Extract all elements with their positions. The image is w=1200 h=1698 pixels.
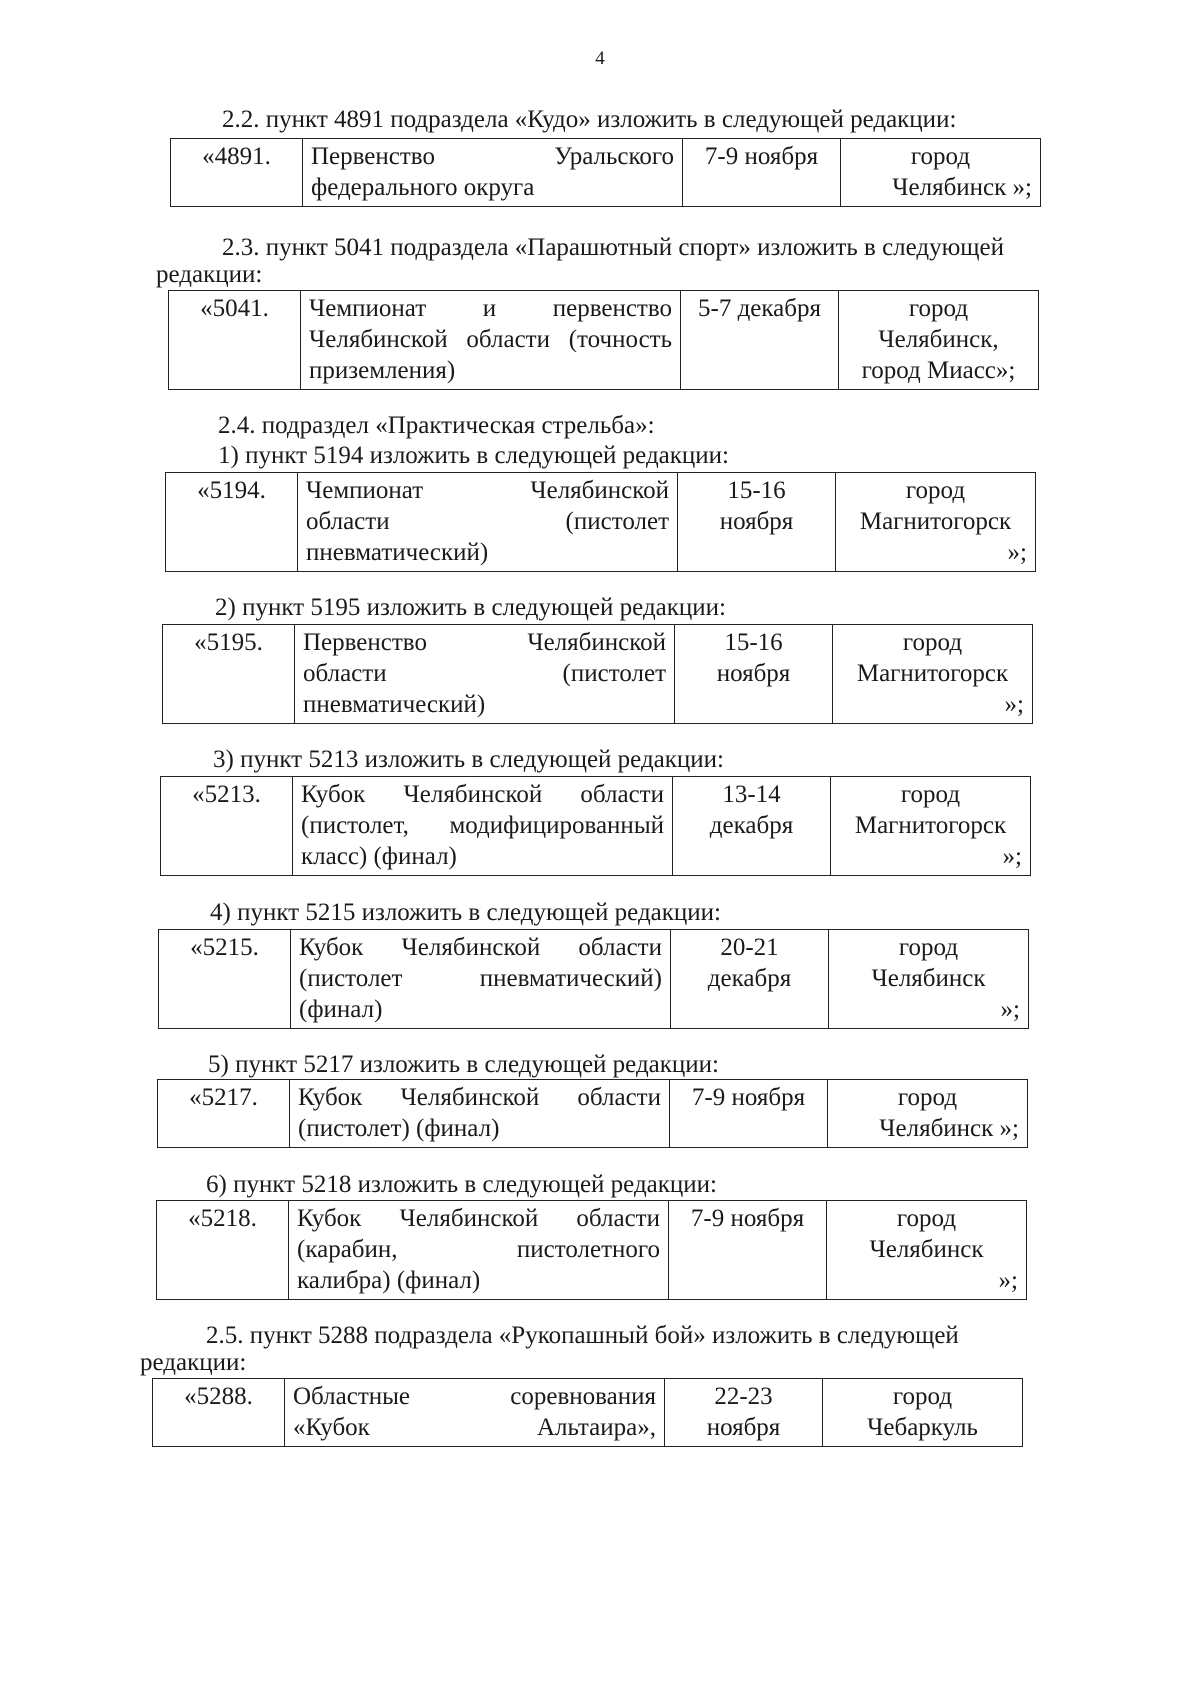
item-number: «5041. (169, 291, 301, 390)
section-heading-2-3-cont: редакции: (156, 261, 263, 288)
page-number: 4 (595, 48, 605, 69)
table-row (157, 1201, 1027, 1300)
event-name: Первенство Челябинской области (пистолет пневматический) (295, 625, 675, 724)
event-date: 15-16 ноября (675, 625, 833, 724)
section-heading-2-5: 2.5. пункт 5288 подраздела «Рукопашный бой» изложить в следующей (206, 1322, 959, 1349)
item-number: «5213. (161, 777, 293, 876)
table-row (171, 139, 1041, 207)
event-name: Кубок Челябинской области (пистолет, модифицированный класс) (финал) (293, 777, 673, 876)
table-row (161, 777, 1031, 876)
section-heading-2-3: 2.3. пункт 5041 подраздела «Парашютный спорт» изложить в следующей (222, 234, 1005, 261)
section-heading-2-2: 2.2. пункт 4891 подраздела «Кудо» изложить в следующей редакции: (222, 106, 957, 133)
event-place: город Магнитогорск »; (836, 473, 1036, 572)
event-date: 5-7 декабря (681, 291, 839, 390)
subitem-heading-3: 3) пункт 5213 изложить в следующей редакции: (213, 746, 724, 773)
table-5215 (158, 929, 1029, 1029)
event-place: город Челябинск »; (828, 1080, 1028, 1148)
event-place: город Магнитогорск »; (833, 625, 1033, 724)
item-number: «4891. (171, 139, 303, 207)
table-row (169, 291, 1039, 390)
event-place: город Челябинск »; (827, 1201, 1027, 1300)
table-5194 (165, 472, 1036, 572)
subitem-heading-2: 2) пункт 5195 изложить в следующей редакции: (215, 594, 726, 621)
event-place: город Магнитогорск »; (831, 777, 1031, 876)
table-5218 (156, 1200, 1027, 1300)
item-number: «5218. (157, 1201, 289, 1300)
table-5217 (157, 1079, 1028, 1148)
table-row (158, 1080, 1028, 1148)
item-number: «5215. (159, 930, 291, 1029)
section-heading-2-5-cont: редакции: (140, 1349, 247, 1376)
event-name: Первенство Уральского федерального округа (303, 139, 683, 207)
subitem-heading-4: 4) пункт 5215 изложить в следующей редакции: (210, 899, 721, 926)
event-name: Чемпионат и первенство Челябинской области (точность приземления) (301, 291, 681, 390)
table-row (159, 930, 1029, 1029)
table-5041 (168, 290, 1039, 390)
item-number: «5194. (166, 473, 298, 572)
event-date: 7-9 ноября (683, 139, 841, 207)
table-5195 (162, 624, 1033, 724)
event-name: Кубок Челябинской области (карабин, пистолетного калибра) (финал) (289, 1201, 669, 1300)
event-place: город Челябинск »; (829, 930, 1029, 1029)
event-name: Кубок Челябинской области (пистолет) (финал) (290, 1080, 670, 1148)
subitem-heading-1: 1) пункт 5194 изложить в следующей редакции: (218, 442, 729, 469)
subitem-heading-5: 5) пункт 5217 изложить в следующей редакции: (208, 1051, 719, 1078)
event-date: 22-23 ноября (665, 1379, 823, 1447)
table-5288 (152, 1378, 1023, 1447)
table-5213 (160, 776, 1031, 876)
event-date: 20-21 декабря (671, 930, 829, 1029)
event-date: 7-9 ноября (669, 1201, 827, 1300)
event-place: город Челябинск »; (841, 139, 1041, 207)
event-place: город Чебаркуль (823, 1379, 1023, 1447)
event-date: 7-9 ноября (670, 1080, 828, 1148)
table-4891 (170, 138, 1041, 207)
event-name: Кубок Челябинской области (пистолет пневматический) (финал) (291, 930, 671, 1029)
event-name: Чемпионат Челябинской области (пистолет пневматический) (298, 473, 678, 572)
table-row (163, 625, 1033, 724)
item-number: «5217. (158, 1080, 290, 1148)
item-number: «5288. (153, 1379, 285, 1447)
event-date: 13-14 декабря (673, 777, 831, 876)
subitem-heading-6: 6) пункт 5218 изложить в следующей редакции: (206, 1171, 717, 1198)
item-number: «5195. (163, 625, 295, 724)
table-row (153, 1379, 1023, 1447)
event-name: Областные соревнования «Кубок Альтаира», (285, 1379, 665, 1447)
event-place: город Челябинск, город Миасс»; (839, 291, 1039, 390)
section-heading-2-4: 2.4. подраздел «Практическая стрельба»: (218, 412, 655, 439)
event-date: 15-16 ноября (678, 473, 836, 572)
table-row (166, 473, 1036, 572)
